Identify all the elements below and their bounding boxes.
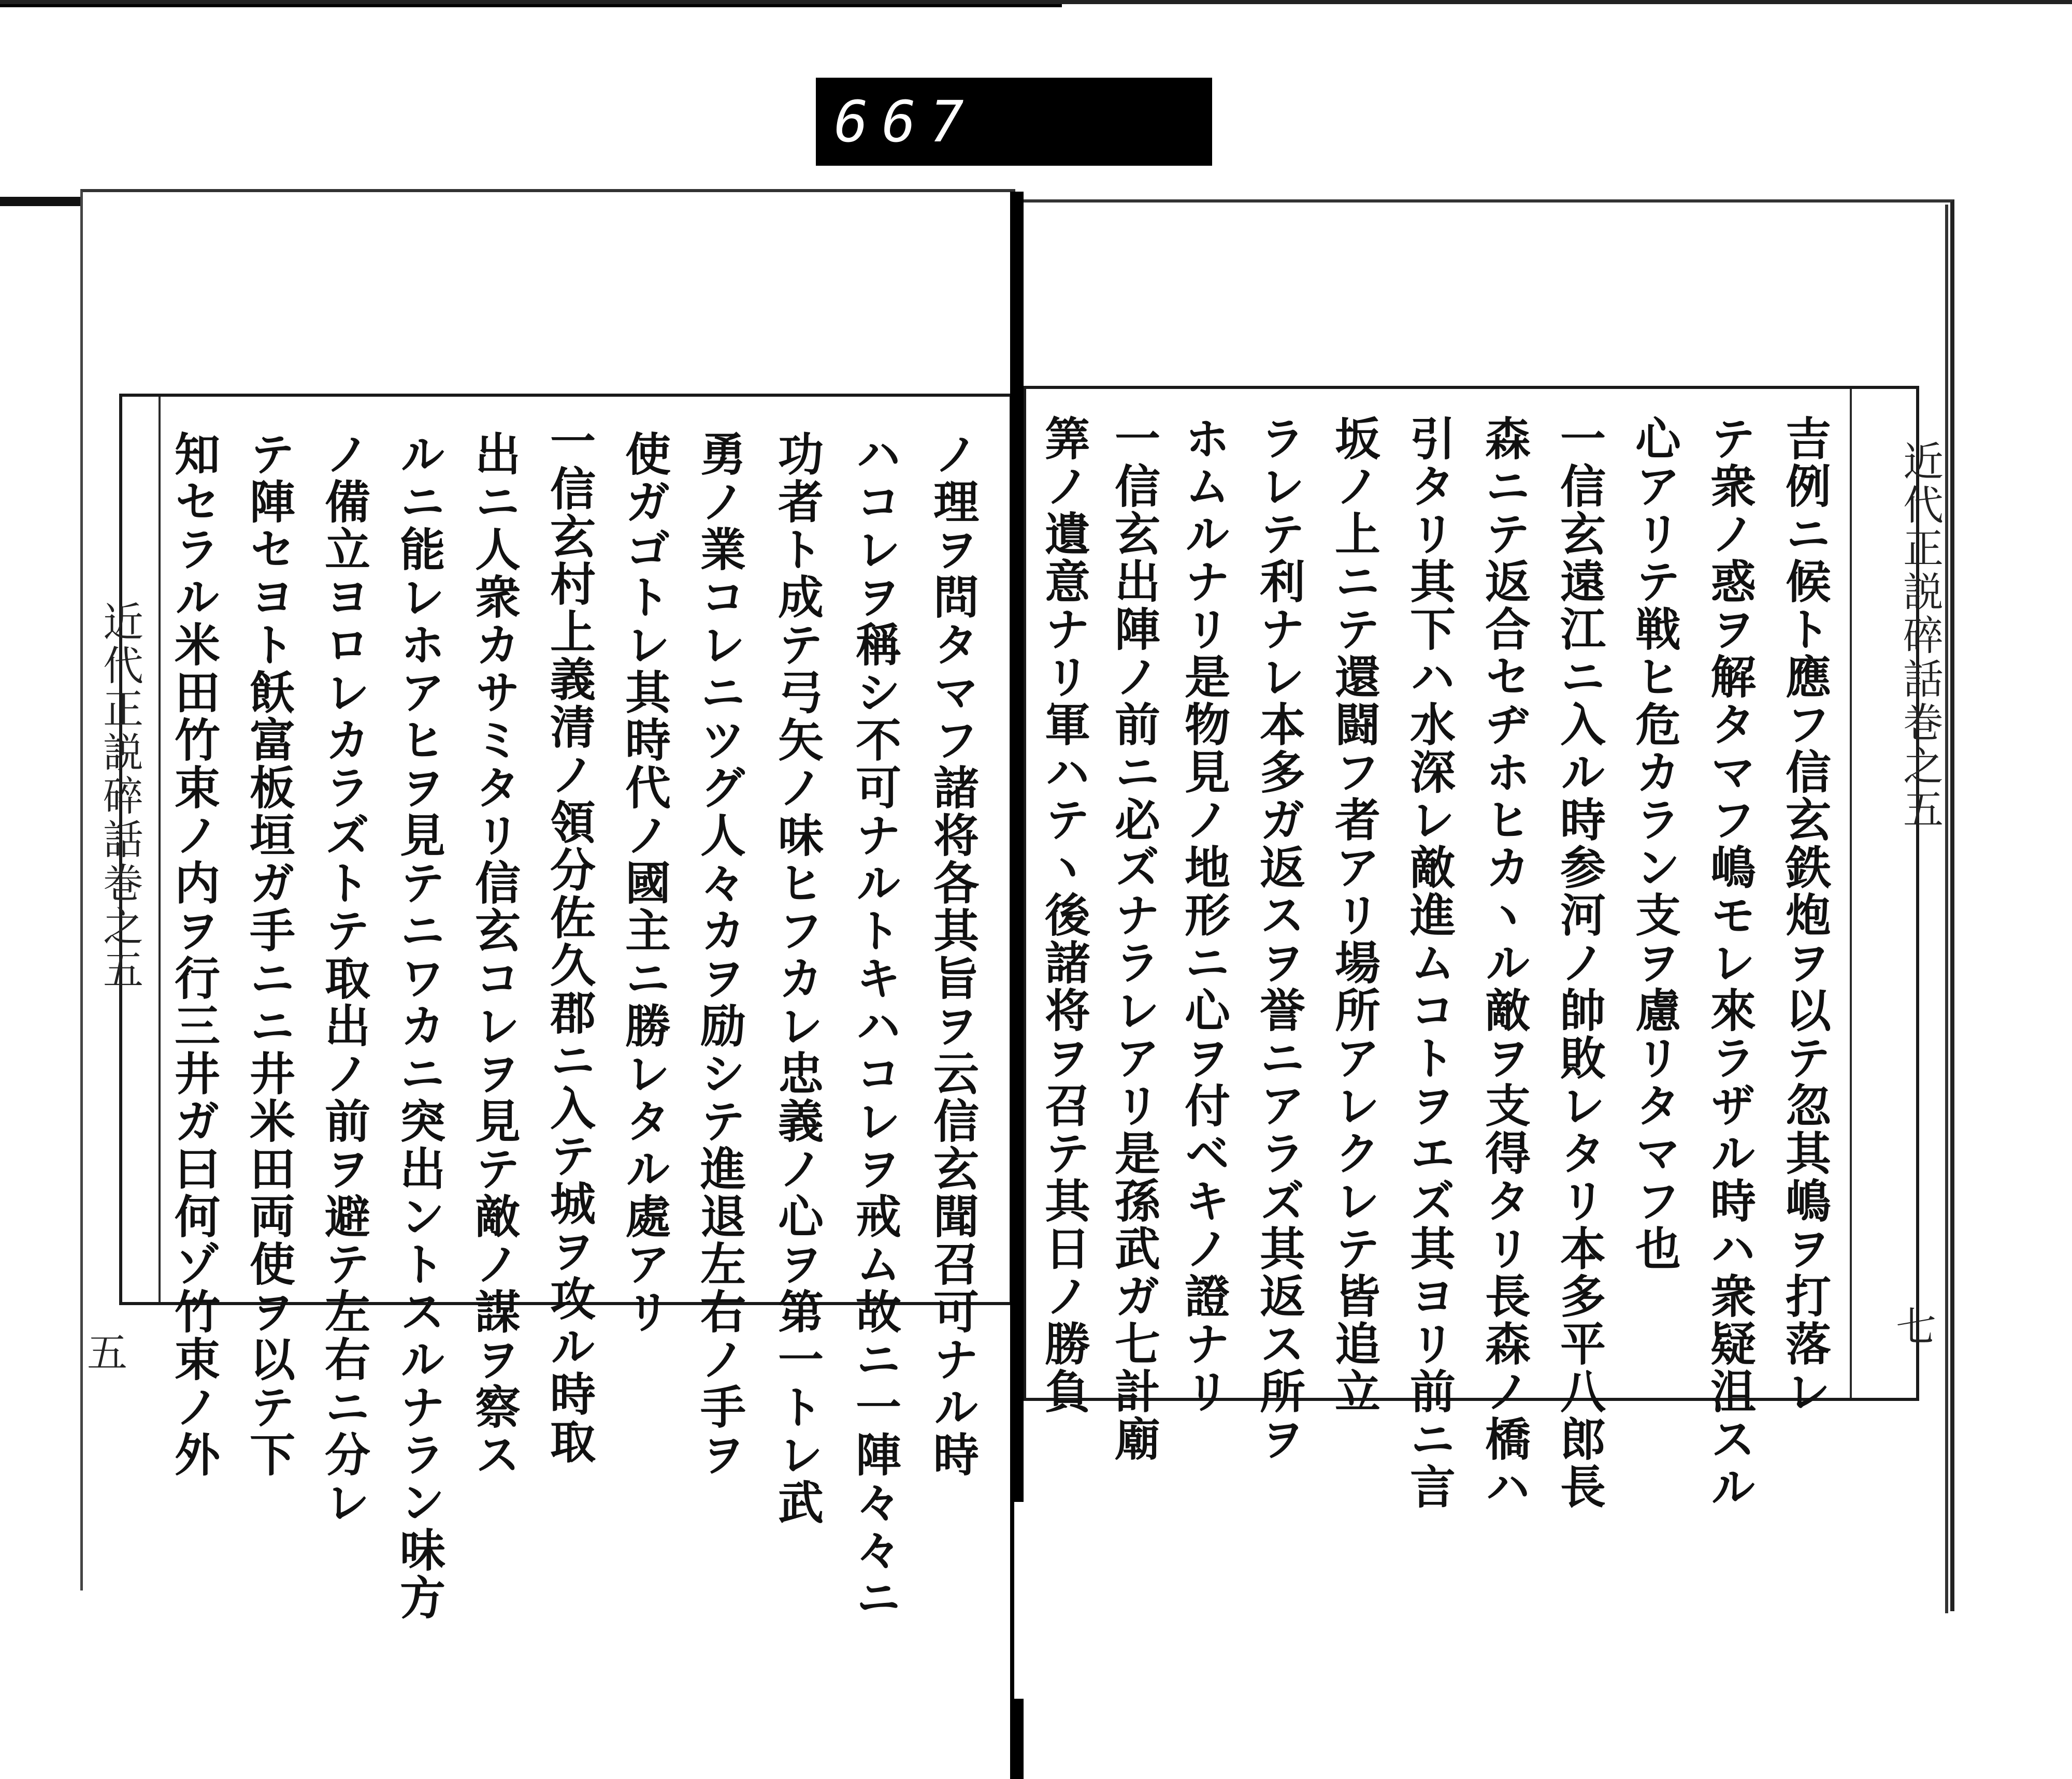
left-column-4: 勇ノ業コレニツグ人々カヲ励シテ進退左右ノ手ヲ [693,430,747,1479]
catalog-number-label [816,78,1212,166]
right-column-5: 森ニテ返合セヂホヒカヽル敵ヲ支得タリ長森ノ橋ハ [1478,415,1532,1511]
right-column-3: 心アリテ戦ヒ危カラン支ヲ慮リタマフ也 [1628,415,1682,1272]
right-page-edge [1945,205,1948,1613]
right-column-11: 筭ノ遺意ナリ軍ハテヽ後諸将ヲ召テ其日ノ勝負 [1038,415,1091,1415]
left-column-1: ノ理ヲ問タマフ諸将各其旨ヲ云信玄聞召可ナル時 [926,430,980,1479]
right-page-text-frame [1023,386,1919,1511]
right-column-6: 引タリ其下ハ水深レ敵進ムコトヲエズ其ヨリ前ニ言 [1403,415,1457,1511]
left-column-6: 一信玄村上義清ノ領分佐久郡ニ入テ城ヲ攻ル時取 [543,417,597,1466]
right-column-9: ホムルナリ是物見ノ地形ニ心ヲ付ベキノ證ナリ [1177,415,1231,1415]
left-column-5: 使ガゴトレ其時代ノ國主ニ勝レタル處アリ [618,430,672,1336]
catalog-number-left: 667 [834,89,977,155]
left-margin-rule [159,397,161,1302]
left-column-10: テ陣セヨト飫富板垣ガ手ニニ井米田両使ヲ以テ下 [242,430,296,1479]
right-margin-rule [1850,389,1852,1398]
scan-top-rule [0,0,2072,4]
right-page-header: 近代正説碎話巻之五 [1896,440,1943,832]
right-column-7: 坂ノ上ニテ還闘フ者アリ場所アレクレテ皆追立 [1328,415,1382,1415]
right-column-1: 吉例ニ候ト應フ信玄鉄炮ヲ以テ忽其嶋ヲ打落レ [1778,415,1832,1415]
right-column-10: 一信玄出陣ノ前ニ必ズナラレアリ是孫武ガ七計廟 [1107,415,1161,1463]
left-column-7: 出ニ人衆カサミタリ信玄コレヲ見テ敵ノ謀ヲ察ス [468,430,522,1479]
right-column-4: 一信玄遠江ニ入ル時参河ノ帥敗レタリ本多平八郎長 [1553,415,1607,1511]
left-column-3: 功者ト成テ弓矢ノ味ヒフカレ忠義ノ心ヲ第一トレ武 [771,430,825,1526]
left-column-11: 知セラル米田竹束ノ内ヲ行三井ガ曰何ゾ竹束ノ外 [167,430,221,1479]
left-column-8: ルニ能レホアヒヲ見テニワカニ突出ントスルナラン味方 [393,430,447,1622]
right-column-2: テ衆ノ惑ヲ解タマフ嶋モレ來ラザル時ハ衆疑沮スル [1703,415,1757,1511]
left-column-2: ハコレヲ稱シ不可ナルトキハコレヲ戒ム故ニ一陣々々ニ [848,430,902,1622]
spine-gap [1014,1502,1025,1699]
cover-edge [0,197,83,206]
left-column-9: ノ備立ヨロレカラズトテ取出ノ前ヲ避テ左右ニ分レ [318,430,371,1526]
left-page-text-frame [119,394,1013,1622]
right-column-8: ラレテ利ナレ本多ガ返スヲ誉ニアラズ其返ス所ヲ [1253,415,1306,1463]
right-page-folio: 七 [1896,1304,1937,1351]
left-page-folio: 五 [87,1330,128,1377]
left-page-header: 近代正説碎話巻之五 [96,601,143,992]
